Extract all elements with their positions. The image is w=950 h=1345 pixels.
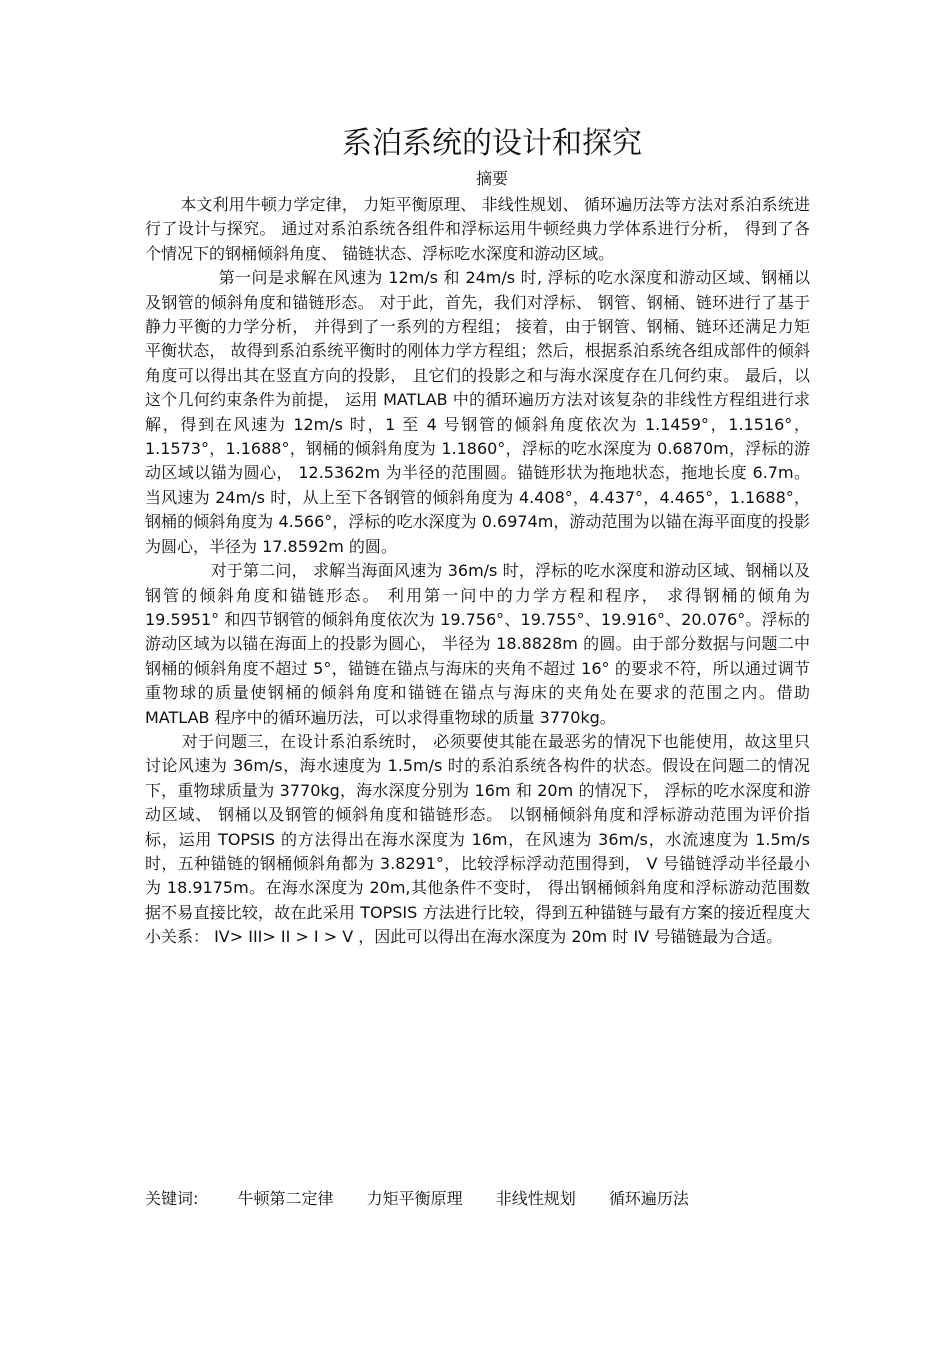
keyword: 循环遍历法 xyxy=(608,1189,689,1208)
paper-title: 系泊系统的设计和探究 xyxy=(342,126,642,161)
abstract-paragraph-question-2: 对于第二问， 求解当海面风速为 36m/s 时，浮标的吃水深度和游动区域、钢桶以及钢管的倾斜角度和锚链形态。 利用第一问中的力学方程和程序， 求得钢桶的倾角为 19.5951° 和四节钢管的倾斜角度依次为 19.756°、19.755°、19.916°、20.076°。浮标的游动区域为以锚在海面上的投影为圆心， 半径为 18.8828m 的圆。由于部分数据与问题二中钢桶的倾斜角度不超过 5°，锚链在锚点与海床的夹角不超过 16° 的要求不符，所以通过调节重物球的质量使钢桶的倾斜角度和锚链在锚点与海床的夹角处在要求的范围之内。借助 MATLAB 程序中的循环遍历法，可以求得重物球的质量 3770kg。 xyxy=(145,561,810,727)
keyword: 力矩平衡原理 xyxy=(366,1189,463,1208)
abstract-body xyxy=(145,193,810,950)
keyword: 牛顿第二定律 xyxy=(237,1189,334,1208)
abstract-heading: 摘要 xyxy=(475,169,508,188)
keywords-label: 关键词: xyxy=(145,1189,199,1208)
abstract-paragraph-question-1: 第一问是求解在风速为 12m/s 和 24m/s 时, 浮标的吃水深度和游动区域、钢桶以及钢管的倾斜角度和锚链形态。 对于此，首先，我们对浮标、 钢管、钢桶、链环进行了基于静力平衡的力学分析， 并得到了一系列的方程组； 接着，由于钢管、钢桶、链环还满足力矩平衡状态， 故得到系泊系统平衡时的刚体力学方程组；然后，根据系泊系统各组成部件的倾斜角度可以得出其在竖直方向的投影， 且它们的投影之和与海水深度存在几何约束。 最后，以这个几何约束条件为前提， 运用 MATLAB 中的循环遍历方法对该复杂的非线性方程组进行求解，得到在风速为 12m/s 时，1 至 4 号钢管的倾斜角度依次为 1.1459°，1.1516°，1.1573°，1.1688°，钢桶的倾斜角度为 1.1860°，浮标的吃水深度为 0.6870m，浮标的游动区域以锚为圆心， 12.5362m 为半径的范围圆。锚链形状为拖地状态，拖地长度 6.7m。当风速为 24m/s 时，从上至下各钢管的倾斜角度为 4.408°，4.437°，4.465°，1.1688°，钢桶的倾斜角度为 4.566°，浮标的吃水深度为 0.6974m，游动范围为以锚在海平面度的投影为圆心，半径为 17.8592m 的圆。 xyxy=(145,268,810,556)
abstract-paragraph-question-3: 对于问题三，在设计系泊系统时， 必须要使其能在最恶劣的情况下也能使用，故这里只讨论风速为 36m/s，海水速度为 1.5m/s 时的系泊系统各构件的状态。假设在问题二的情况下，重物球质量为 3770kg，海水深度分别为 16m 和 20m 的情况下， 浮标的吃水深度和游动区域、 钢桶以及钢管的倾斜角度和锚链形态。 以钢桶倾斜角度和浮标游动范围为评价指标，运用 TOPSIS 的方法得出在海水深度为 16m，在风速为 36m/s，水流速度为 1.5m/s 时，五种锚链的钢桶倾斜角都为 3.8291°，比较浮标浮动范围得到， V 号锚链浮动半径最小为 18.9175m。在海水深度为 20m,其他条件不变时， 得出钢桶倾斜角度和浮标游动范围数据不易直接比较，故在此采用 TOPSIS 方法进行比较，得到五种锚链与最有方案的接近程度大小关系： IV> III> II > I > V ，因此可以得出在海水深度为 20m 时 IV 号锚链最为合适。 xyxy=(145,731,810,947)
abstract-paragraph-intro: 本文利用牛顿力学定律， 力矩平衡原理、 非线性规划、 循环遍历法等方法对系泊系统进行了设计与探究。 通过对系泊系统各组件和浮标运用牛顿经典力学体系进行分析， 得到了各个情况下的钢桶倾斜角度、 锚链状态、浮标吃水深度和游动区域。 xyxy=(145,195,810,263)
keywords-line xyxy=(145,1187,845,1211)
keyword: 非线性规划 xyxy=(495,1189,576,1208)
